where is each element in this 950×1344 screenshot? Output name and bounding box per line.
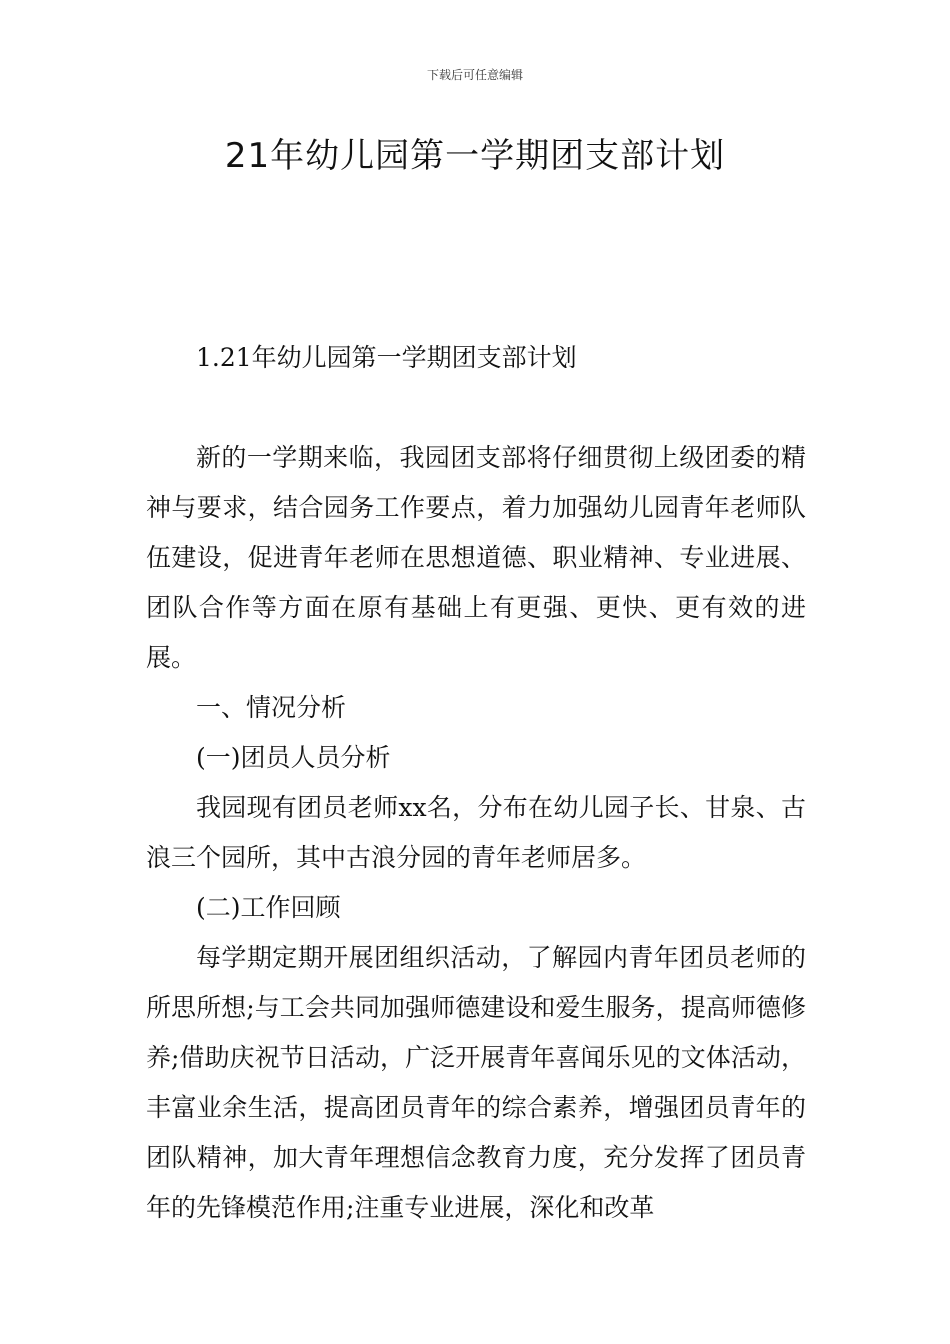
subheading-work-review: (二)工作回顾 — [196, 893, 341, 922]
section-heading: 1.21年幼儿园第一学期团支部计划 — [196, 343, 577, 372]
spacer — [146, 383, 806, 433]
header-note: 下载后可任意编辑 — [426, 68, 523, 82]
heading-situation-analysis: 一、情况分析 — [196, 693, 347, 722]
document-body — [146, 333, 806, 1233]
paragraph-member-analysis: 我园现有团员老师xx名，分布在幼儿园子长、甘泉、古浪三个园所，其中古浪分园的青年老师居多。 — [146, 793, 806, 872]
paragraph-work-review: 每学期定期开展团组织活动，了解园内青年团员老师的所思所想;与工会共同加强师德建设和爱生服务，提高师德修养;借助庆祝节日活动，广泛开展青年喜闻乐见的文体活动，丰富业余生活，提高团员青年的综合素养，增强团员青年的团队精神，加大青年理想信念教育力度，充分发挥了团员青年的先锋模范作用;注重专业进展，深化和改革 — [146, 943, 806, 1222]
subheading-member-analysis: (一)团员人员分析 — [196, 743, 391, 772]
document-title: 21年幼儿园第一学期团支部计划 — [224, 136, 726, 176]
paragraph-intro: 新的一学期来临，我园团支部将仔细贯彻上级团委的精神与要求，结合园务工作要点，着力加强幼儿园青年老师队伍建设，促进青年老师在思想道德、职业精神、专业进展、团队合作等方面在原有基础上有更强、更快、更有效的进展。 — [146, 443, 806, 672]
